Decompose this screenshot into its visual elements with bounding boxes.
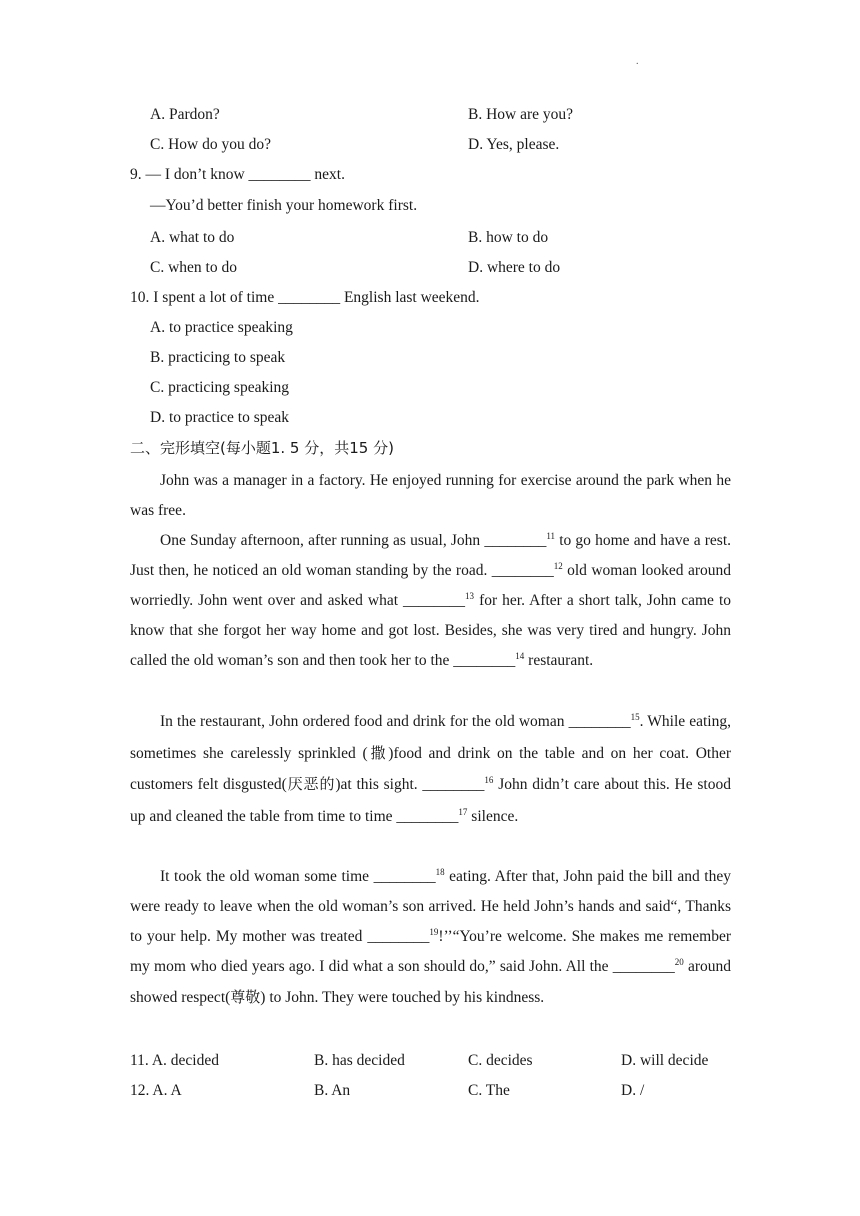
text-run: silence.: [467, 807, 519, 825]
text-run: ) to John. They were touched by his kindness.: [260, 989, 545, 1006]
q11-option-a: 11. A. decided: [130, 1052, 219, 1069]
blank-number-11: 11: [546, 531, 556, 541]
q8-option-a: A. Pardon?: [150, 106, 220, 123]
q12-option-a: 12. A. A: [130, 1082, 182, 1099]
q11-option-c: C. decides: [468, 1052, 533, 1069]
blank-11: ________: [484, 532, 547, 549]
blank-number-12: 12: [553, 561, 563, 571]
passage-paragraph-3: [130, 706, 731, 832]
q10-stem: 10. I spent a lot of time ________ English last weekend.: [130, 289, 480, 306]
text-run: to go home and have a rest. Just then, he noticed an old woman standing by the road.: [130, 532, 731, 579]
q10-option-a: A. to practice speaking: [150, 319, 293, 336]
blank-number-20: 20: [674, 957, 684, 967]
text-run: )food and drink on the table and on her coat. Other customers felt disgusted(: [130, 744, 731, 793]
q11-option-b: B. has decided: [314, 1052, 405, 1069]
blank-number-14: 14: [515, 651, 525, 661]
q12-option-b: B. An: [314, 1082, 351, 1099]
blank-14: ________: [453, 652, 516, 669]
blank-number-13: 13: [465, 591, 475, 601]
text-run: )at this sight.: [335, 776, 423, 793]
blank-number-19: 19: [429, 927, 439, 937]
q8-option-c: C. How do you do?: [150, 136, 271, 153]
q10-option-c: C. practicing speaking: [150, 379, 290, 396]
q9-reply: —You’d better finish your homework first.: [150, 197, 418, 214]
text-run: . While eating, sometimes she carelessly sprinkled (: [130, 713, 731, 762]
blank-12: ________: [491, 562, 554, 579]
blank-16: ________: [422, 776, 485, 793]
section-heading: 二、完形填空(每小题1. 5 分，共15 分): [130, 439, 394, 457]
q9-option-a: A. what to do: [150, 229, 235, 246]
q9-option-d: D. where to do: [468, 259, 561, 276]
passage-paragraph-2: [130, 526, 731, 676]
blank-number-17: 17: [458, 806, 468, 817]
chinese-gloss: 尊敬: [230, 988, 261, 1006]
blank-13: ________: [403, 592, 466, 609]
text-run: In the restaurant, John ordered food and drink for the old woman: [160, 713, 569, 730]
text-run: One Sunday afternoon, after running as usual, John: [160, 532, 485, 549]
q12-option-d: D. /: [621, 1082, 645, 1099]
q10-option-b: B. practicing to speak: [150, 349, 286, 366]
text-run: !’’“You’re welcome. She makes me remember my mom who died years ago. I did what a son should do,” said John. All the: [130, 928, 731, 975]
q9-option-b: B. how to do: [468, 229, 549, 246]
text-run: John didn’t care about this. He stood up and cleaned the table from time to time: [130, 776, 731, 825]
blank-18: ________: [373, 868, 436, 885]
blank-number-16: 16: [484, 775, 494, 785]
q9-stem: 9. — I don’t know ________ next.: [130, 166, 345, 183]
q8-option-b: B. How are you?: [468, 106, 574, 123]
q10-option-d: D. to practice to speak: [150, 409, 290, 426]
blank-number-15: 15: [630, 712, 640, 722]
passage-paragraph-4: [130, 862, 731, 1013]
q11-option-d: D. will decide: [621, 1052, 709, 1069]
passage-paragraph-1: John was a manager in a factory. He enjoyed running for exercise around the park when he was free.: [130, 472, 731, 519]
text-run: It took the old woman some time: [160, 868, 374, 885]
q8-option-d: D. Yes, please.: [468, 136, 560, 153]
text-run: for her. After a short talk, John came to know that she forgot her way home and got lost. Besides, she was very tired and hungry. John called the old woman’s son and then took her to the: [130, 592, 732, 669]
chinese-gloss: 撒: [367, 743, 389, 762]
blank-17: ________: [396, 807, 459, 825]
blank-19: ________: [367, 928, 430, 945]
blank-number-18: 18: [435, 867, 445, 877]
chinese-gloss: 厌恶的: [286, 775, 336, 793]
header-dot: .: [636, 56, 639, 67]
q12-option-c: C. The: [468, 1082, 510, 1099]
text-run: restaurant.: [524, 652, 594, 669]
text-run: around showed respect(: [130, 958, 732, 1006]
text-run: eating. After that, John paid the bill and they were ready to leave when the old woman’s son arrived. He held John’s hands and said“, Thanks to your help. My mother was treated: [130, 868, 731, 945]
blank-15: ________: [568, 713, 631, 730]
text-run: old woman looked around worriedly. John went over and asked what: [130, 562, 731, 609]
q9-option-c: C. when to do: [150, 259, 237, 276]
blank-20: ________: [612, 958, 675, 975]
